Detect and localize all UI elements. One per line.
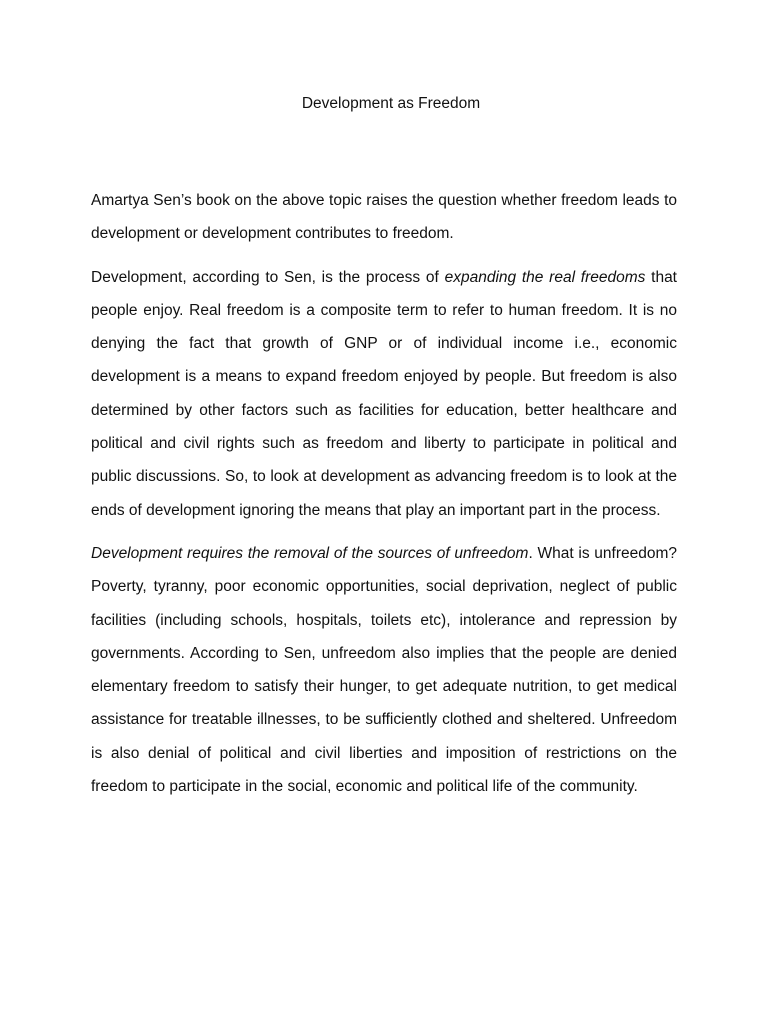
document-body [91, 184, 677, 813]
paragraph-1: Amartya Sen’s book on the above topic raises the question whether freedom leads to development or development contributes to freedom. [91, 192, 677, 243]
paragraph-2 [91, 261, 677, 527]
paragraph-2-rest: that people enjoy. Real freedom is a composite term to refer to human freedom. It is no denying the fact that growth of GNP or of individual income i.e., economic development is a means to expand freedom enjoyed by people. But freedom is also determined by other factors such as facilities for education, better healthcare and political and civil rights such as freedom and liberty to participate in political and public discussions. So, to look at development as advancing freedom is to look at the ends of development ignoring the means that play an important part in the process. [91, 268, 677, 519]
paragraph-2-start: Development, according to Sen, is the process of [91, 268, 445, 286]
paragraph-3 [91, 537, 677, 803]
paragraph-3-rest: . What is unfreedom? Poverty, tyranny, poor economic opportunities, social deprivation, neglect of public facilities (including schools, hospitals, toilets etc), intolerance and repression by governments. According to Sen, unfreedom also implies that the people are denied elementary freedom to satisfy their hunger, to get adequate nutrition, to get medical assistance for treatable illnesses, to be sufficiently clothed and sheltered. Unfreedom is also denial of political and civil liberties and imposition of restrictions on the freedom to participate in the social, economic and political life of the community. [91, 544, 677, 796]
paragraph-2-emphasis: expanding the real freedoms [444, 268, 646, 286]
document-title: Development as Freedom [301, 95, 481, 112]
paragraph-3-emphasis: Development requires the removal of the sources of unfreedom [91, 544, 529, 562]
